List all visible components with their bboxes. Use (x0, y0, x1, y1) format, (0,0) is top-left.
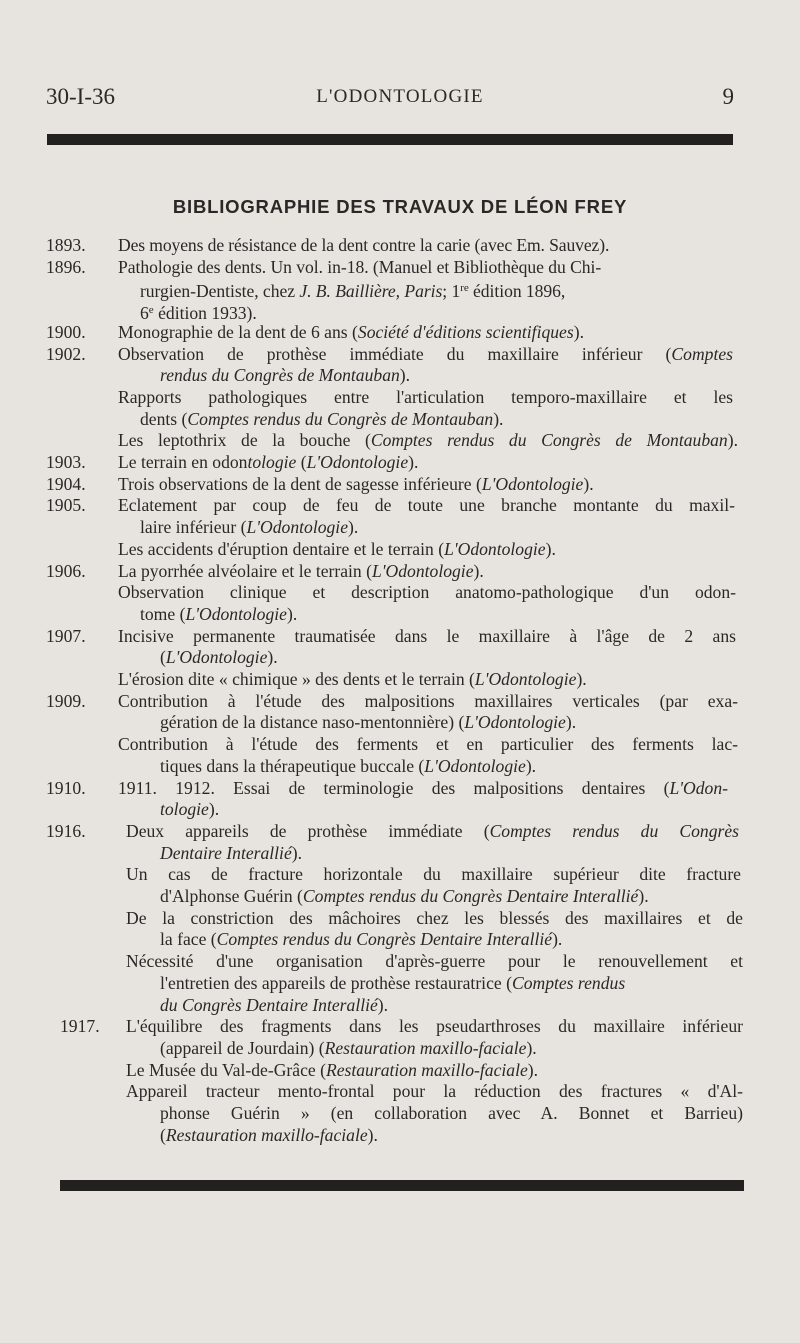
entry-text-line: Deux appareils de prothèse immédiate (Comptes rendus du Congrès (126, 820, 739, 841)
page-number: 9 (722, 84, 734, 109)
entry-text-line: Le Musée du Val-de-Grâce (Restauration maxillo-faciale). (126, 1059, 539, 1080)
entry-text-line: (L'Odontologie). (160, 647, 278, 668)
bottom-rule (60, 1180, 744, 1191)
entry-text-line: L'équilibre des fragments dans les pseudarthroses du maxillaire inférieur (126, 1016, 743, 1037)
entry-text-line: du Congrès Dentaire Interallié). (160, 994, 389, 1015)
section-title: BIBLIOGRAPHIE DES TRAVAUX DE LÉON FREY (172, 196, 628, 217)
entry-text-line: d'Alphonse Guérin (Comptes rendus du Congrès Dentaire Interallié). (160, 886, 649, 906)
entry-text-line: tome (L'Odontologie). (140, 603, 298, 624)
header-journal-title: L'ODONTOLOGIE (316, 86, 484, 107)
entry-year: 1893. (46, 235, 86, 255)
entry-text-line: Observation clinique et description anatomo-pathologique d'un odon- (118, 582, 736, 603)
entry-text-line: tiques dans la thérapeutique buccale (L'Odontologie). (160, 755, 537, 776)
entry-text-line: tologie). (160, 799, 220, 820)
entry-text-line: laire inférieur (L'Odontologie). (140, 517, 359, 538)
entry-text-line: 6e édition 1933). (140, 303, 257, 324)
entry-text-line: Contribution à l'étude des malpositions maxillaires verticales (par exa- (118, 690, 738, 711)
entry-text-line: Pathologie des dents. Un vol. in-18. (Manuel et Bibliothèque du Chi- (118, 256, 602, 277)
entry-text-line: gération de la distance naso-mentonnière) (L'Odontologie). (160, 712, 577, 733)
entry-year: 1904. (46, 473, 86, 494)
entry-year: 1917. (60, 1016, 100, 1037)
entry-text-line: phonse Guérin » (en collaboration avec A. Bonnet et Barrieu) (160, 1103, 743, 1123)
entry-text-line: rurgien-Dentiste, chez J. B. Baillière, Paris; 1re édition 1896, (140, 281, 566, 302)
entry-year: 1903. (46, 452, 86, 472)
entry-year: 1909. (46, 690, 86, 711)
entry-year: 1896. (46, 256, 86, 277)
entry-text-line: Appareil tracteur mento-frontal pour la réduction des fractures « d'Al- (126, 1081, 743, 1102)
entry-text-line: Observation de prothèse immédiate du maxillaire inférieur (Comptes (118, 343, 733, 364)
entry-text-line: (Restauration maxillo-faciale). (160, 1124, 378, 1145)
entry-text-line: De la constriction des mâchoires chez les blessés des maxillaires et de (126, 907, 743, 928)
entry-text-line: L'érosion dite « chimique » des dents et le terrain (L'Odontologie). (118, 669, 587, 689)
entry-text-line: 1911. 1912. Essai de terminologie des malpositions dentaires (L'Odon- (118, 777, 728, 798)
entry-text-line: La pyorrhée alvéolaire et le terrain (L'Odontologie). (118, 560, 484, 581)
entry-text-line: Nécessité d'une organisation d'après-guerre pour le renouvellement et (126, 951, 743, 972)
entry-text-line: Eclatement par coup de feu de toute une branche montante du maxil- (118, 495, 735, 516)
entry-year: 1905. (46, 495, 86, 516)
entry-text-line: Un cas de fracture horizontale du maxillaire supérieur dite fracture (126, 864, 741, 885)
entry-text-line: Contribution à l'étude des ferments et en particulier des ferments lac- (118, 734, 738, 755)
entry-text-line: Rapports pathologiques entre l'articulation temporo-maxillaire et les (118, 386, 733, 407)
entry-text-line: dents (Comptes rendus du Congrès de Montauban). (140, 408, 504, 429)
entry-text-line: Les leptothrix de la bouche (Comptes rendus du Congrès de Montauban). (118, 430, 738, 451)
entry-text-line: (appareil de Jourdain) (Restauration maxillo-faciale). (160, 1037, 537, 1058)
entry-year: 1916. (46, 820, 86, 841)
entry-text-line: l'entretien des appareils de prothèse restauratrice (Comptes rendus (160, 972, 626, 993)
entry-text-line: rendus du Congrès de Montauban). (160, 365, 411, 386)
entry-year: 1902. (46, 343, 86, 364)
entry-text-line: Des moyens de résistance de la dent contre la carie (avec Em. Sauvez). (118, 235, 610, 255)
entry-text-line: Le terrain en odontologie (L'Odontologie). (118, 452, 419, 472)
entry-year: 1900. (46, 321, 86, 342)
entry-text-line: Dentaire Interallié). (160, 842, 303, 863)
top-rule (47, 134, 733, 145)
entry-text-line: Trois observations de la dent de sagesse inférieure (L'Odontologie). (118, 473, 594, 494)
header-date: 30-I-36 (46, 84, 115, 109)
entry-year: 1906. (46, 560, 86, 581)
entry-text-line: Incisive permanente traumatisée dans le maxillaire à l'âge de 2 ans (118, 625, 736, 646)
entry-text-line: Les accidents d'éruption dentaire et le terrain (L'Odontologie). (118, 538, 556, 559)
entry-year: 1910. (46, 777, 86, 798)
entry-text-line: la face (Comptes rendus du Congrès Dentaire Interallié). (160, 929, 563, 950)
entry-year: 1907. (46, 625, 86, 646)
entry-text-line: Monographie de la dent de 6 ans (Société d'éditions scientifiques). (118, 321, 584, 342)
